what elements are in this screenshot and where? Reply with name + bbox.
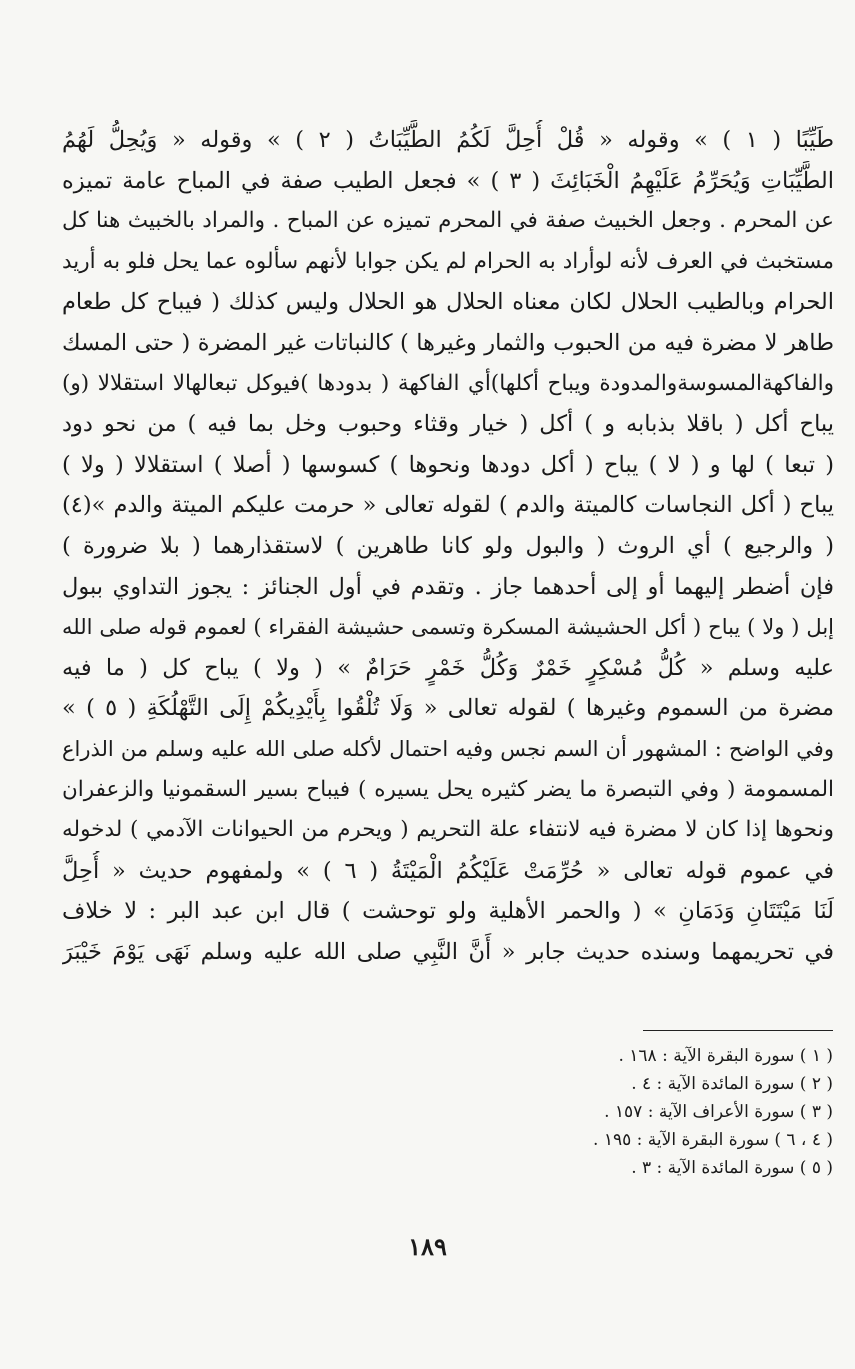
footnotes-block: [453, 1042, 833, 1182]
footnote-2: ( ٢ ) سورة المائدة الآية : ٤ .: [631, 1074, 833, 1094]
text-line-16: وفي الواضح : المشهور أن السم نجس وفيه احتمال لأكله صلى الله عليه وسلم من الذراع: [62, 736, 834, 761]
text-line-21: في تحريمهما وسنده حديث جابر « أَنَّ النَّبِي صلى الله عليه وسلم نَهَى يَوْمَ خَيْبَرَ: [62, 938, 834, 965]
text-line-17: المسمومة ( وفي التبصرة ما يضر كثيره يحل يسيره ) فيباح بسير السقمونيا والزعفران: [62, 776, 834, 802]
footnote-divider: [643, 1030, 833, 1031]
footnote-1: ( ١ ) سورة البقرة الآية : ١٦٨ .: [618, 1046, 833, 1066]
text-line-6: طاهر لا مضرة فيه من الحبوب والثمار وغيرها ) كالنباتات غير المضرة ( حتى المسك: [62, 329, 834, 356]
text-line-2: الطَّيِّبَاتِ وَيُحَرِّمُ عَلَيْهِمُ الْخَبَائِثَ ( ٣ ) » فجعل الطيب صفة في المباح عامة تميزه: [62, 167, 834, 194]
text-line-5: الحرام وبالطيب الحلال لكان معناه الحلال هو الحلال وليس كذلك ( فيباح كل طعام: [62, 289, 834, 316]
footnote-4: ( ٤ ، ٦ ) سورة البقرة الآية : ١٩٥ .: [593, 1130, 833, 1150]
text-line-18: ونحوها إذا كان لا مضرة فيه لانتفاء علة التحريم ( ويحرم من الحيوانات الآدمي ) لدخوله: [62, 817, 834, 843]
text-line-7: والفاكهةالمسوسةوالمدودة ويباح أكلها)أي الفاكهة ( بدودها )فيوكل تبعالهالا استقلالا (و): [62, 370, 834, 396]
text-line-11: ( والرجيع ) أي الروث ( والبول ولو كانا طاهرين ) لاستقذارهما ( بلا ضرورة ): [62, 532, 834, 559]
text-line-9: ( تبعا ) لها و ( لا ) يباح ( أكل دودها ونحوها ) كسوسها ( أصلا ) استقلالا ( ولا ): [62, 451, 834, 478]
text-line-14: عليه وسلم « كُلُّ مُسْكِرٍ خَمْرٌ وَكُلُّ خَمْرٍ حَرَامٌ » ( ولا ) يباح كل ( ما فيه: [62, 654, 834, 681]
text-line-1: طَيِّبًا ( ١ ) » وقوله « قُلْ أُحِلَّ لَكُمُ الطَّيِّبَاتُ ( ٢ ) » وقوله « وَيُحِلُّ لَهُمُ: [62, 127, 834, 153]
footnote-5: ( ٥ ) سورة المائدة الآية : ٣ .: [631, 1158, 833, 1178]
text-line-4: مستخبث في العرف لأنه لوأراد به الحرام لم يكن جوابا لأنهم سألوه عما يحل فلو به أريد: [62, 248, 834, 274]
text-line-13: إبل ( ولا ) يباح ( أكل الحشيشة المسكرة وتسمى حشيشة الفقراء ) لعموم قوله صلى الله: [62, 615, 834, 640]
text-line-10: يباح ( أكل النجاسات كالميتة والدم ) لقوله تعالى « حرمت عليكم الميتة والدم »(٤): [62, 492, 834, 519]
page-number: ١٨٩: [408, 1232, 447, 1261]
text-line-8: يباح أكل ( باقلا بذبابه و ) أكل ( خيار وقثاء وحبوب وخل بما فيه ) من نحو دود: [62, 411, 834, 438]
text-line-3: عن المحرم . وجعل الخبيث صفة في المحرم تميزه عن المباح . والمراد بالخبيث هنا كل: [62, 208, 834, 234]
footnote-3: ( ٣ ) سورة الأعراف الآية : ١٥٧ .: [604, 1102, 833, 1122]
text-line-19: في عموم قوله تعالى « حُرِّمَتْ عَلَيْكُمُ الْمَيْتَةُ ( ٦ ) » ولمفهوم حديث « أُحِلَّ: [62, 857, 834, 884]
main-text-block: [62, 120, 834, 972]
text-line-20: لَنَا مَيْتَتَانِ وَدَمَانِ » ( والحمر الأهلية ولو توحشت ) قال ابن عبد البر : لا خلاف: [62, 898, 834, 925]
text-line-12: فإن أضطر إليهما أو إلى أحدهما جاز . وتقدم في أول الجنائز : يجوز التداوي ببول: [62, 573, 834, 600]
text-line-15: مضرة من السموم وغيرها ) لقوله تعالى « وَلَا تُلْقُوا بِأَيْدِيكُمْ إِلَى التَّهْلُكَةِ ( ٥ ) »: [62, 695, 834, 722]
